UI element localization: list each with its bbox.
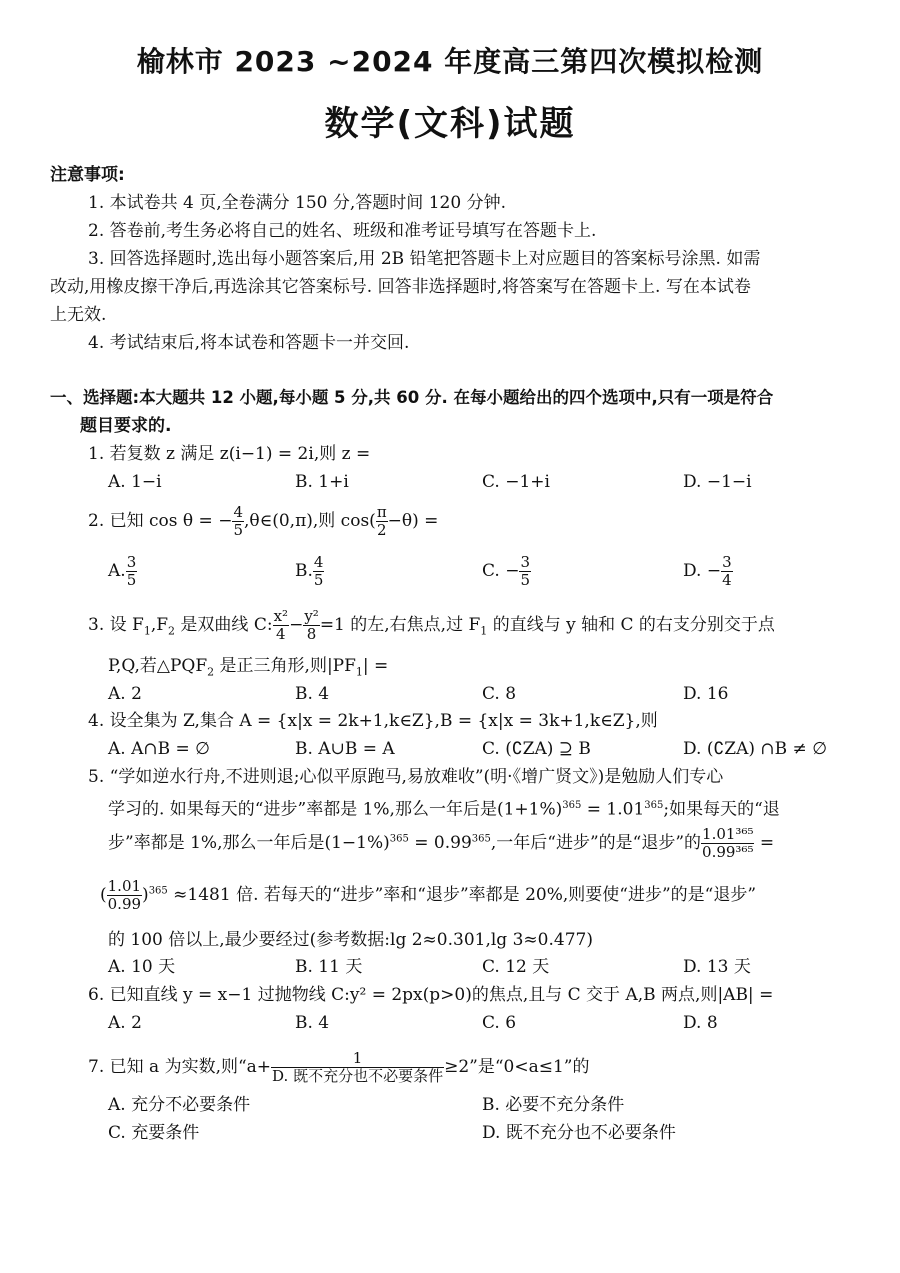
question-3-stem: 3. 设 $F_1,F_2$ 是双曲线 C: $\frac{\text{x²}}{4}$ − $\frac{\text{y²}}{8}$ =1 的左,右焦点,过 $F_1$ 的直线与 y 轴和 C 的右支分别交于点 <box>88 607 775 643</box>
q6-option-d: D. 8 <box>683 1013 718 1033</box>
question-2-stem: 2. 已知 cos θ = − $\frac{4}{5}$ ,θ∈(0,π),则 cos( $\frac{\pi}{2}$ −θ) = <box>88 503 439 539</box>
q5-option-c: C. 12 天 <box>482 957 550 977</box>
q3-option-b: B. 4 <box>295 684 330 704</box>
q7-option-a: A. 充分不必要条件 <box>108 1095 251 1115</box>
question-4-stem: 4. 设全集为 Z,集合 A = {x|x = 2k+1,k∈Z},B = {x|x = 3k+1,k∈Z},则 <box>88 711 658 731</box>
q3-option-d: D. 16 <box>683 684 729 704</box>
question-5-line-5: 的 100 倍以上,最少要经过(参考数据:lg 2≈0.301,lg 3≈0.477) <box>108 930 593 950</box>
q6-option-c: C. 6 <box>482 1013 517 1033</box>
section-heading: 一、选择题:本大题共 12 小题,每小题 5 分,共 60 分. 在每小题给出的四个选项中,只有一项是符合 <box>50 388 774 407</box>
q2-option-c: C. − $\frac{3}{5}$ <box>482 553 530 589</box>
notice-heading: 注意事项: <box>50 165 125 185</box>
q7-option-b: B. 必要不充分条件 <box>482 1095 625 1115</box>
q2-option-b: B. $\frac{4}{5}$ <box>295 553 324 589</box>
q5-option-a: A. 10 天 <box>108 957 176 977</box>
q2-option-d: D. − $\frac{3}{4}$ <box>683 553 732 589</box>
q3-option-a: A. 2 <box>108 684 142 704</box>
q3-option-c: C. 8 <box>482 684 517 704</box>
q4-option-d: D. (∁ZA) ∩B ≠ ∅ <box>683 739 828 759</box>
q4-option-c: C. (∁ZA) ⊇ B <box>482 739 591 759</box>
q1-option-b: B. 1+i <box>295 472 349 492</box>
notice-item-3-end: 上无效. <box>50 305 107 325</box>
q5-option-b: B. 11 天 <box>295 957 363 977</box>
section-heading-cont: 题目要求的. <box>80 416 172 436</box>
notice-item-2: 2. 答卷前,考生务必将自己的姓名、班级和准考证号填写在答题卡上. <box>88 221 597 241</box>
notice-item-3: 3. 回答选择题时,选出每小题答案后,用 2B 铅笔把答题卡上对应题目的答案标号涂黑. 如需 <box>88 249 761 269</box>
exam-subtitle: 数学(文科)试题 <box>324 104 576 144</box>
q6-option-b: B. 4 <box>295 1013 330 1033</box>
q4-option-b: B. A∪B = A <box>295 739 395 759</box>
q5-option-d: D. 13 天 <box>683 957 751 977</box>
question-6-stem: 6. 已知直线 y = x−1 过抛物线 C:y² = 2px(p>0)的焦点,且与 C 交于 A,B 两点,则|AB| = <box>88 985 774 1005</box>
q7-option-d: D. 既不充分也不必要条件 <box>482 1123 676 1143</box>
notice-item-4: 4. 考试结束后,将本试卷和答题卡一并交回. <box>88 333 410 353</box>
notice-item-3-cont: 改动,用橡皮擦干净后,再选涂其它答案标号. 回答非选择题时,将答案写在答题卡上. 写在本试卷 <box>50 277 751 297</box>
q1-option-d: D. −1−i <box>683 472 752 492</box>
q1-option-a: A. 1−i <box>108 472 162 492</box>
q2-option-a: A. $\frac{3}{5}$ <box>108 553 137 589</box>
question-3-stem-cont: P,Q,若$\triangle PQF_2$ 是正三角形,则$|PF_1|$ = <box>108 656 389 679</box>
q4-option-a: A. A∩B = ∅ <box>108 739 210 759</box>
question-5-line-1: 5. “学如逆水行舟,不进则退;心似平原跑马,易放难收”(明·《增广贤文》)是勉励人们专心 <box>88 767 724 787</box>
question-5-line-3: 步”率都是 1%,那么一年后是$(1-1\%)^{365} = 0.99^{365}$,一年后“进步”的是“退步”的 $\frac{\text{1.01³⁶⁵}}{\text{0.99³⁶⁵}}$ = <box>108 825 775 861</box>
question-5-line-2: 学习的. 如果每天的“进步”率都是 1%,那么一年后是$(1+1\%)^{365} = 1.01^{365}$;如果每天的“退 <box>108 799 780 820</box>
exam-title: 榆林市 2023 ~2024 年度高三第四次模拟检测 <box>136 45 764 78</box>
q1-option-c: C. −1+i <box>482 472 550 492</box>
notice-item-1: 1. 本试卷共 4 页,全卷满分 150 分,答题时间 120 分钟. <box>88 193 506 213</box>
q7-option-c: C. 充要条件 <box>108 1123 200 1143</box>
q6-option-a: A. 2 <box>108 1013 142 1033</box>
question-7-stem: 7. 已知 a 为实数,则“a+ $\frac{1}{\text{D. 既不充分也不必要条件}}$ ≥2”是“0<a≤1”的 <box>88 1049 590 1085</box>
question-5-line-4: ( $\frac{1.01}{0.99}$ )$^{365}$ ≈1481 倍. 若每天的“进步”率和“退步”率都是 20%,则要使“进步”的是“退步” <box>100 877 757 913</box>
question-1-stem: 1. 若复数 z 满足 z(i−1) = 2i,则 z = <box>88 444 371 464</box>
